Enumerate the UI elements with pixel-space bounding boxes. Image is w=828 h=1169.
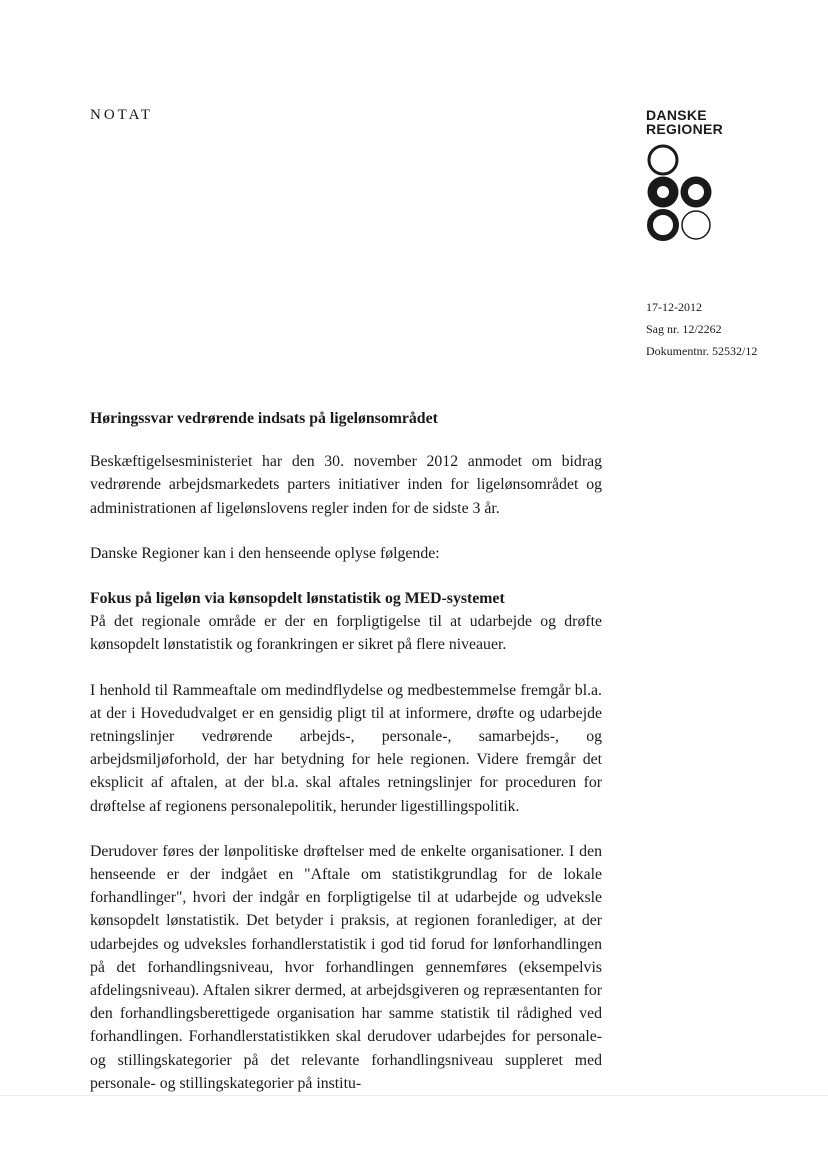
document-title: Høringssvar vedrørende indsats på ligelønsområdet <box>90 410 438 427</box>
document-meta <box>646 296 757 362</box>
paragraph-intro: Beskæftigelsesministeriet har den 30. november 2012 anmodet om bidrag vedrørende arbejdsmarkedets parters initiativer inden for ligelønsområdet og administrationen af ligelønslovens regler inden for de sidste 3 år. <box>90 453 602 517</box>
circles-logo-icon <box>646 144 718 248</box>
section-ligeloen <box>90 587 602 657</box>
paragraph-rammeaftale: I henhold til Rammeaftale om medindflydelse og medbestemmelse fremgår bl.a. at der i Hovedudvalget er en gensidig pligt til at informere, drøfte og udarbejde retningslinjer vedrørende arbejds-, personale-, samarbejds-, og arbejdsmiljøforhold, der har betydning for hele regionen. Videre fremgår det eksplicit af aftalen, at der bl.a. skal aftales retningslinjer for proceduren for drøftelse af regionens personalepolitik, herunder ligestillingspolitik. <box>90 681 602 815</box>
document-number: Dokumentnr. 52532/12 <box>646 344 758 358</box>
paragraph-loenpolitik: Derudover føres der lønpolitiske drøftelser med de enkelte organisationer. I den henseende er der indgået en "Aftale om statistikgrundlag for de lokale forhandlinger", hvori der indgår en forpligtigelse til at udarbejde og udveksle kønsopdelt lønstatistik. Det betyder i praksis, at regionen foranlediger, at der udarbejdes og udveksles forhandlerstatistik i god tid forud for lønforhandlingen på det forhandlingsniveau, hvor forhandlingen gennemføres (eksempelvis afdelingsniveau). Aftalen sikrer dermed, at arbejdsgiveren og repræsentanten for den forhandlingsberettigede organisation har samme statistik til rådighed ved forhandlingen. Forhandlerstatistikken skal derudover udarbejdes for personale- og stillingskategorier på det relevante forhandlingsniveau suppleret med personale- og stillingskategorier på institu- <box>90 842 602 1092</box>
case-number: Sag nr. 12/2262 <box>646 322 722 336</box>
document-type-label: NOTAT <box>90 107 153 123</box>
paragraph-section-text: På det regionale område er der en forpligtigelse til at udarbejde og drøfte kønsopdelt lønstatistik og forankringen er sikret på flere niveauer. <box>90 613 602 654</box>
logo-text-line1: DANSKE <box>646 107 707 123</box>
paragraph-lead: Danske Regioner kan i den henseende oplyse følgende: <box>90 544 440 562</box>
document-date: 17-12-2012 <box>646 300 702 314</box>
logo-text-line2: REGIONER <box>646 121 724 137</box>
document-body <box>90 407 602 1117</box>
danske-regioner-logo <box>646 108 766 248</box>
page-edge-line <box>0 1095 828 1096</box>
section-heading: Fokus på ligeløn via kønsopdelt lønstatistik og MED-systemet <box>90 590 505 608</box>
